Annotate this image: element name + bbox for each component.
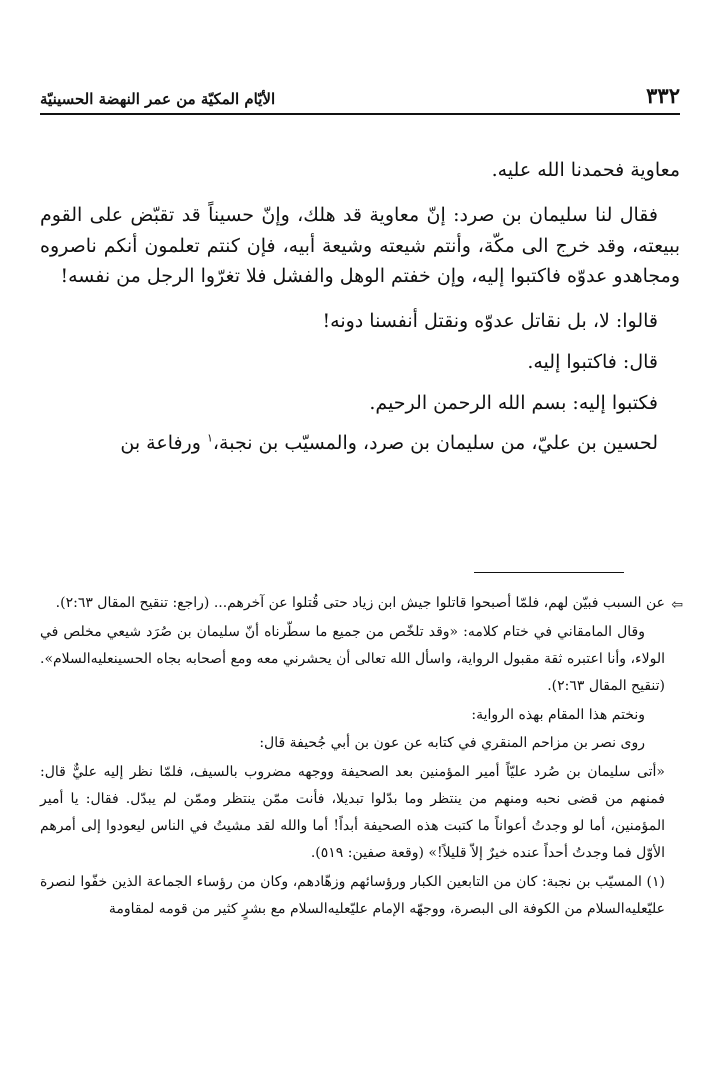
main-text	[40, 155, 680, 473]
paragraph-2: فقال لنا سليمان بن صرد: إنّ معاوية قد هلك، وإنّ حسيناً قد تقبّض على القوم ببيعته، وقد خرج الى مكّة، وأنتم شيعته وشيعة أبيه، فإن كنتم تعلمون أنكم ناصروه ومجاهدو عدوّه فاكتبوا إليه، وإن خفتم الوهل والفشل فلا تغرّوا الرجل من نفسه!	[40, 203, 680, 288]
header-rule	[40, 113, 680, 115]
running-title: الأيّام المكيّة من عمر النهضة الحسينيّة	[40, 90, 276, 108]
paragraph-1: معاوية فحمدنا الله عليه.	[491, 159, 680, 181]
paragraph-3: قالوا: لا، بل نقاتل عدوّه ونقتل أنفسنا دونه!	[322, 310, 658, 333]
footnote-paragraph: وقال المامقاني في ختام كلامه: «وقد تلخّص من جميع ما سطّرناه أنّ سليمان بن صُرَد شيعي مخلص في الولاء، وأنا اعتبره ثقة مقبول الرواية، واسأل الله تعالى أن يحشرني معه ومع أصحابه بجاه الحسينعليه‌السلام». (تنقيح المقال ٢:٦٣).	[40, 623, 665, 694]
running-head	[40, 80, 680, 108]
paragraph-4: قال: فاكتبوا إليه.	[527, 350, 658, 373]
continuation-arrow-icon: ⇦	[671, 597, 683, 613]
footnote-continuation	[40, 590, 683, 617]
footnote-paragraph: ونختم هذا المقام بهذه الرواية:	[471, 706, 645, 723]
page-number: ٣٣٢	[646, 83, 680, 108]
footnote-continuation-text: عن السبب فبيّن لهم، فلمّا أصبحوا قاتلوا جيش ابن زياد حتى قُتلوا عن آخرهم... (راجع: تنقيح المقال ٢:٦٣).	[55, 595, 665, 611]
footnote-ref-1[interactable]: ١	[206, 432, 213, 446]
paragraph-6	[40, 428, 680, 459]
footnote-1: (١) المسيّب بن نجبة: كان من التابعين الكبار ورؤسائهم وزهّادهم، وكان من رؤساء الجماعة الذين خفّوا لنصرة عليّعليه‌السلام من الكوفة الى البصرة، ووجهّه الإمام عليّعليه‌السلام مع بشرٍ كثير من قومه لمقاومة	[40, 873, 665, 917]
paragraph-5: فكتبوا إليه: بسم الله الرحمن الرحيم.	[369, 391, 658, 414]
paragraph-6-text: لحسين بن عليّ، من سليمان بن صرد، والمسيّب بن نجبة،	[212, 432, 658, 455]
footnote-paragraph: روى نصر بن مزاحم المنقري في كتابه عن عون بن أبي جُحيفة قال:	[259, 735, 645, 752]
footnote-separator	[474, 572, 624, 573]
footnotes	[40, 590, 683, 925]
footnote-quote: «أتى سليمان بن صُرد عليّاً أمير المؤمنين بعد الصحيفة ووجهه مضروب بالسيف، فلمّا نظر إليه عليٌّ قال: فمنهم من قضى نحبه ومنهم من ينتظر وما بدّلوا تبديلا، فأنت ممّن ينتظر وممّن لم يبدّل. فقال: يا أمير المؤمنين، أما لو وجدتُ أعواناً ما كتبت هذه الصحيفة أبداً! أما والله لقد مشيتُ في الناس ليعودوا إلى أمرهم الأوّل فما وجدتُ أحداً عنده خيرٌ إلاّ قليلاً!» (وقعة صفين: ٥١٩).	[40, 764, 665, 861]
paragraph-6-tail: ورفاعة بن	[120, 432, 201, 455]
